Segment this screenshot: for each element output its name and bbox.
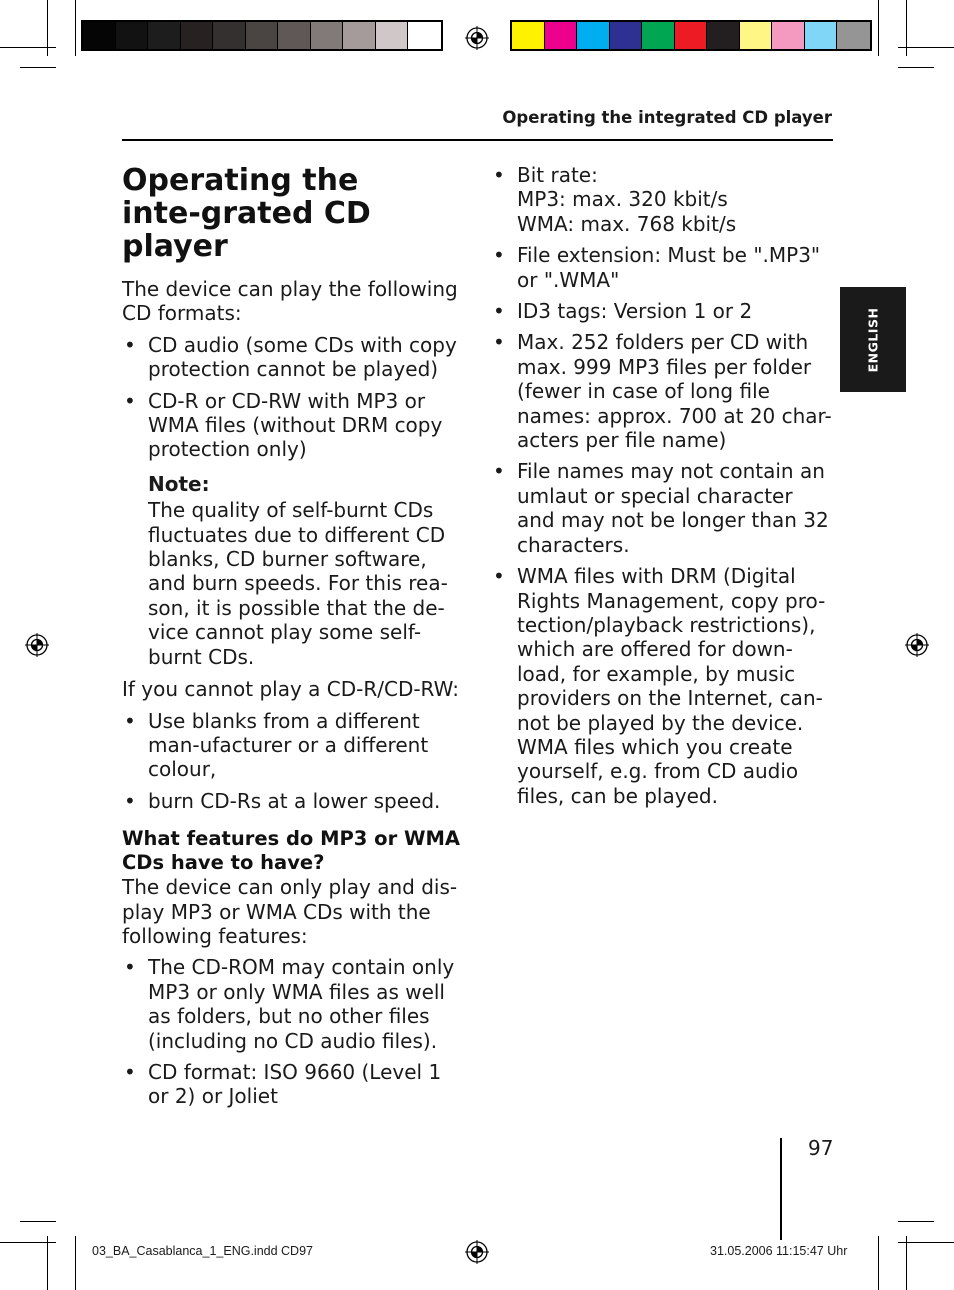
color-swatch [740, 22, 773, 49]
crop-mark [898, 67, 934, 68]
color-swatch [343, 22, 376, 49]
list-item: • ID3 tags: Version 1 or 2 [491, 299, 833, 323]
slug-file: 03_BA_Casablanca_1_ENG.indd CD97 [92, 1244, 313, 1258]
registration-mark-icon [25, 633, 49, 657]
left-column [122, 164, 467, 1116]
color-swatch [545, 22, 578, 49]
color-swatch [83, 22, 116, 49]
crop-mark [0, 1242, 56, 1243]
color-swatch [246, 22, 279, 49]
color-swatch [408, 22, 441, 49]
page-number-rule [780, 1138, 782, 1240]
color-swatch [376, 22, 409, 49]
note-box [122, 472, 467, 669]
remedy-list [122, 709, 467, 814]
running-header: Operating the integrated CD player [502, 108, 832, 127]
color-swatch [577, 22, 610, 49]
crop-mark [47, 1236, 48, 1290]
language-tab [840, 287, 906, 392]
list-item: • WMA files with DRM (Digital Rights Management, copy pro-tection/playback restrictions), which are offered for down-load, for example, by music providers on the Internet, can-not be played by the device. WMA files which you create yourself, e.g. from CD audio files, can be played. [491, 564, 833, 808]
list-item: • CD format: ISO 9660 (Level 1 or 2) or Joliet [122, 1060, 467, 1109]
list-item: • File names may not contain an umlaut or special character and may not be longer than 32 characters. [491, 459, 833, 557]
list-item: • CD audio (some CDs with copy protection cannot be played) [122, 333, 467, 382]
color-swatch [311, 22, 344, 49]
note-text: The quality of self-burnt CDs fluctuates due to different CD blanks, CD burner software, and burn speeds. For this rea-son, it is possible that the de-vice cannot play some self-burnt CDs. [148, 498, 448, 669]
crop-mark [898, 1221, 934, 1222]
crop-mark [878, 1236, 879, 1290]
crop-mark [898, 1242, 954, 1243]
bitrate-mp3: MP3: max. 320 kbit/s [517, 187, 728, 212]
feature-list-continued [491, 163, 833, 808]
registration-mark-icon [905, 633, 929, 657]
color-swatch [181, 22, 214, 49]
list-item: • Use blanks from a different man-ufacturer or a different colour, [122, 709, 467, 782]
color-swatch [675, 22, 708, 49]
features-intro: The device can only play and dis-play MP3 or WMA CDs with the following features: [122, 875, 458, 948]
crop-mark [20, 1221, 56, 1222]
list-item: • CD-R or CD-RW with MP3 or WMA files (without DRM copy protection only) [122, 389, 467, 462]
bitrate-label: • Bit rate: [517, 163, 598, 187]
page-title: Operating the inte-grated CD player [122, 163, 371, 264]
color-swatch [805, 22, 838, 49]
crop-mark [898, 47, 954, 48]
color-swatch [642, 22, 675, 49]
color-swatch [512, 22, 545, 49]
list-item: • Max. 252 folders per CD with max. 999 MP3 files per folder (fewer in case of long file names: approx. 700 at 20 char-acters per file name) [491, 330, 833, 452]
bitrate-wma: WMA: max. 768 kbit/s [517, 211, 737, 236]
color-swatch [278, 22, 311, 49]
registration-mark-icon [465, 1240, 489, 1264]
list-item: • File extension: Must be ".MP3" or ".WMA" [491, 243, 833, 292]
color-swatch [837, 22, 870, 49]
header-rule [122, 139, 833, 141]
intro-paragraph: The device can play the following CD formats: [122, 277, 458, 326]
color-swatch [610, 22, 643, 49]
section-heading: What features do MP3 or WMA CDs have to have? [122, 827, 460, 875]
format-list [122, 333, 467, 462]
color-swatch [116, 22, 149, 49]
color-swatch-bar [510, 20, 872, 51]
feature-list [122, 955, 467, 1108]
registration-mark-icon [465, 26, 489, 50]
crop-mark [75, 0, 76, 56]
grayscale-swatch-bar [81, 20, 443, 51]
crop-mark [0, 47, 56, 48]
list-item: • The CD-ROM may contain only MP3 or only WMA files as well as folders, but no other files (including no CD audio files). [122, 955, 467, 1053]
crop-mark [878, 0, 879, 56]
color-swatch [213, 22, 246, 49]
color-swatch [772, 22, 805, 49]
right-column [491, 163, 833, 815]
note-title: Note: [148, 471, 210, 496]
language-tab-label: ENGLISH [865, 307, 881, 372]
crop-mark [75, 1236, 76, 1290]
crop-mark [20, 67, 56, 68]
color-swatch [707, 22, 740, 49]
slug-date: 31.05.2006 11:15:47 Uhr [710, 1244, 848, 1258]
color-swatch [148, 22, 181, 49]
cannot-play-paragraph: If you cannot play a CD-R/CD-RW: [122, 677, 459, 702]
page-number: 97 [808, 1136, 834, 1160]
list-item-bitrate [491, 163, 833, 236]
list-item: • burn CD-Rs at a lower speed. [122, 789, 467, 813]
crop-mark [906, 1236, 907, 1290]
